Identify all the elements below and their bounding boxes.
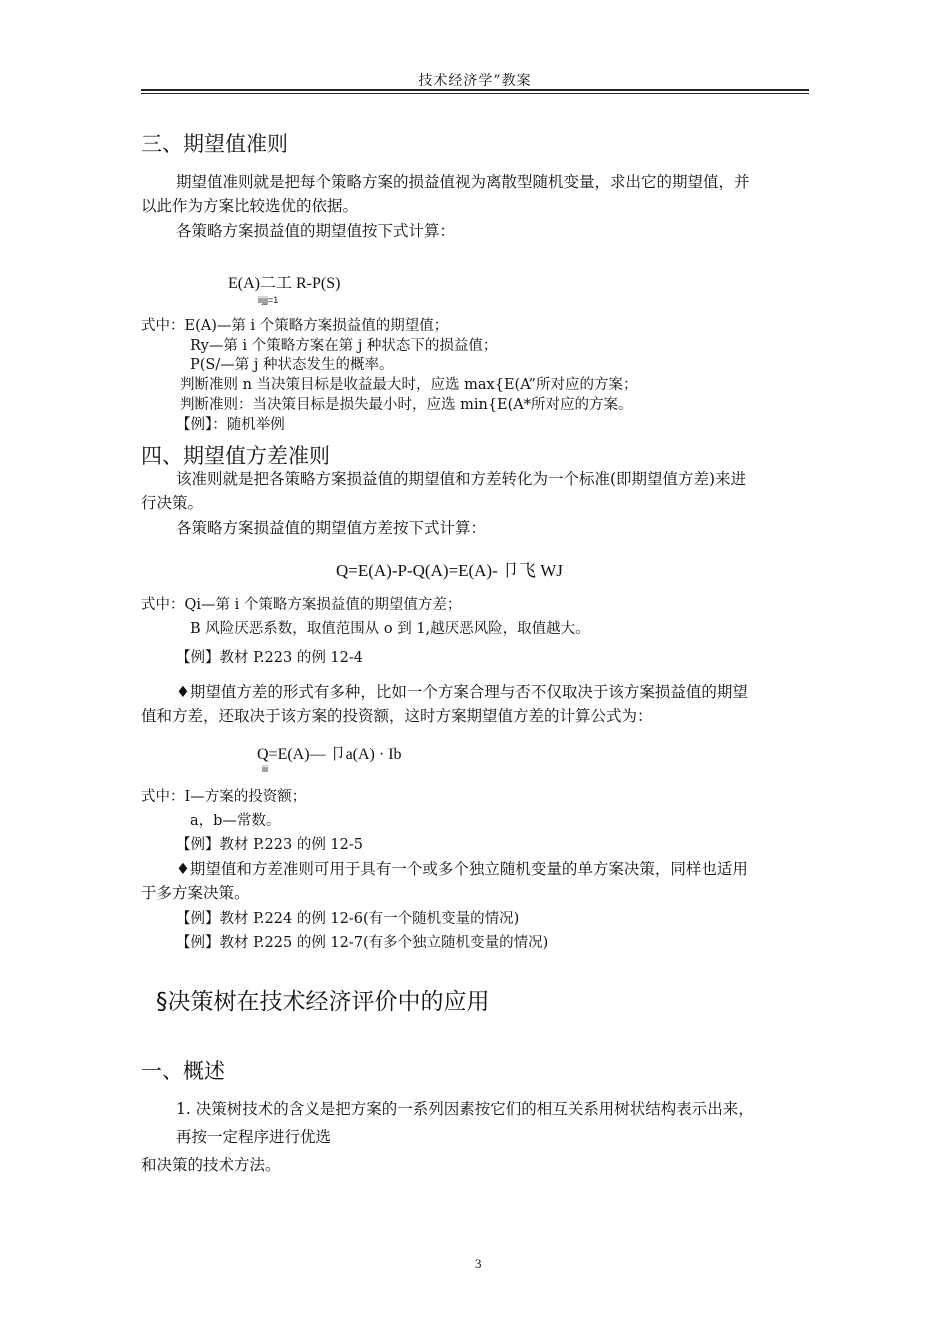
s3-paragraph-1b: 以此作为方案比较选优的依据。 bbox=[141, 197, 359, 215]
s4-paragraph-4a: ♦期望值和方差准则可用于具有一个或多个独立随机变量的单方案决策，同样也适用 bbox=[176, 860, 748, 878]
s4-line-2: B 风险厌恶系数，取值范围从 o 到 1,越厌恶风险，取值越大。 bbox=[190, 621, 590, 637]
s4-example-2: 【例】教材 P.223 的例 12-5 bbox=[176, 837, 364, 853]
s3-line-6: 【例】：随机举例 bbox=[176, 417, 285, 433]
s4-line-3: 式中：I—方案的投资额； bbox=[141, 789, 307, 805]
s1-paragraph-1b: 再按一定程序进行优选 bbox=[176, 1128, 332, 1146]
chapter-section-title: §决策树在技术经济评价中的应用 bbox=[156, 989, 490, 1015]
page-header: 技术经济学”教案 bbox=[418, 73, 532, 89]
s1-paragraph-1a: 1. 决策树技术的含义是把方案的一系列因素按它们的相互关系用树状结构表示出来， bbox=[176, 1100, 754, 1118]
s4-paragraph-1a: 该准则就是把各策略方案损益值的期望值和方差转化为一个标准(即期望值方差)来进 bbox=[176, 470, 747, 488]
formula-expected-value-subscript: iijjj=1 bbox=[258, 295, 279, 305]
s1-paragraph-1c: 和决策的技术方法。 bbox=[141, 1156, 281, 1174]
s4-example-1: 【例】教材 P.223 的例 12-4 bbox=[176, 650, 364, 666]
s4-example-4: 【例】教材 P.225 的例 12-7(有多个独立随机变量的情况) bbox=[176, 935, 549, 951]
s4-paragraph-3b: 值和方差，还取决于该方案的投资额，这时方案期望值方差的计算公式为： bbox=[141, 707, 653, 725]
section-1-title: 一、概述 bbox=[141, 1059, 225, 1083]
s4-paragraph-1b: 行决策。 bbox=[141, 494, 204, 512]
s3-line-4: 判断准则 n 当决策目标是收益最大时，应选 max{E(A”所对应的方案； bbox=[180, 377, 638, 393]
formula-variance-investment-subscript: iii bbox=[262, 764, 268, 774]
section-4-title: 四、期望值方差准则 bbox=[141, 444, 330, 468]
s3-paragraph-2: 各策略方案损益值的期望值按下式计算： bbox=[176, 222, 456, 240]
s4-paragraph-4b: 于多方案决策。 bbox=[141, 884, 250, 902]
page-number: 3 bbox=[475, 1256, 482, 1271]
s4-example-3: 【例】教材 P.224 的例 12-6(有一个随机变量的情况) bbox=[176, 911, 520, 927]
s3-line-1: 式中：E(A)—第 i 个策略方案损益值的期望值； bbox=[141, 318, 449, 334]
s4-paragraph-3a: ♦期望值方差的形式有多种，比如一个方案合理与否不仅取决于该方案损益值的期望 bbox=[176, 683, 748, 701]
s3-line-5: 判断准则：当决策目标是损失最小时，应选 min{E(A*所对应的方案。 bbox=[180, 397, 633, 413]
s3-line-3: P(S/—第 j 种状态发生的概率。 bbox=[190, 357, 394, 373]
formula-expected-value: E(A)二工 R-P(S) bbox=[228, 275, 341, 292]
section-3-title: 三、期望值准则 bbox=[141, 132, 288, 156]
header-rule-thick bbox=[141, 89, 809, 91]
formula-variance-investment: Q=E(A)— 卩a(A) · Ib bbox=[257, 746, 402, 763]
s4-paragraph-2: 各策略方案损益值的期望值方差按下式计算： bbox=[176, 519, 487, 537]
formula-variance: Q=E(A)-P-Q(A)=E(A)- 卩飞 WJ bbox=[336, 561, 563, 580]
s3-paragraph-1a: 期望值准则就是把每个策略方案的损益值视为离散型随机变量，求出它的期望值，并 bbox=[176, 173, 750, 191]
s4-line-1: 式中：Qi—第 i 个策略方案损益值的期望值方差； bbox=[141, 597, 462, 613]
header-rule-thin bbox=[141, 93, 809, 94]
s3-line-2: Ry—第 i 个策略方案在第 j 种状态下的损益值； bbox=[190, 338, 498, 354]
s4-line-4: a，b—常数。 bbox=[190, 813, 281, 829]
